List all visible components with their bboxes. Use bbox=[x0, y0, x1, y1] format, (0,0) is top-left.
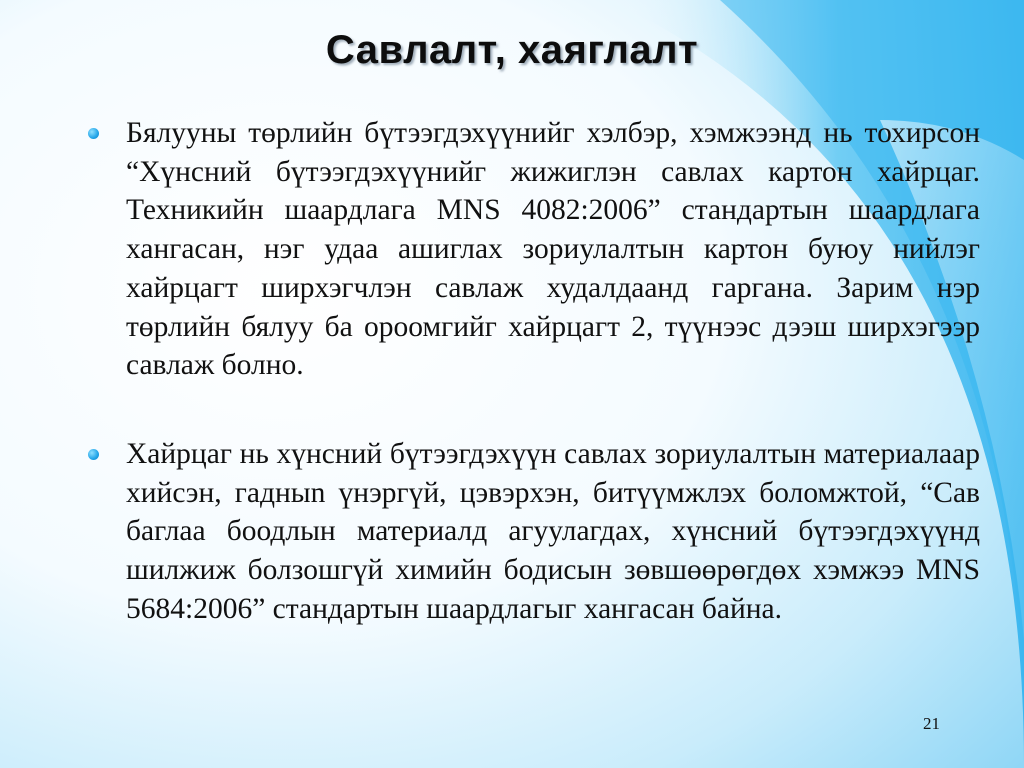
slide-title: Савлалт, хаяглалт bbox=[325, 28, 699, 72]
bullet-item bbox=[88, 435, 980, 629]
bullet-dot-icon bbox=[88, 128, 99, 139]
bullet-dot-icon bbox=[88, 449, 99, 460]
bullet-text: Бялууны төрлийн бүтээгдэхүүнийг хэлбэр, хэмжээнд нь тохирсон “Хүнсний бүтээгдэхүүнийг жижиглэн савлах картон хайрцаг. Техникийн шаардлага MNS 4082:2006” стандартын шаардлага хангасан, нэг удаа ашиглах зориулалтын картон буюу нийлэг хайрцагт ширхэгчлэн савлаж худалдаанд гаргана. Зарим нэр төрлийн бялуу ба ороомгийг хайрцагт 2, түүнээс дээш ширхэгээр савлаж болно. bbox=[126, 117, 980, 382]
page-number: 21 bbox=[923, 714, 940, 733]
bullet-item bbox=[88, 114, 980, 385]
bullet-list bbox=[88, 114, 980, 628]
bullet-text: Хайрцаг нь хүнсний бүтээгдэхүүн савлах зориулалтын материалаар хийсэн, гадныn үнэргүй, цэвэрхэн, битүүмжлэх боломжтой, “Сав баглаа боодлын материалд агуулагдах, хүнсний бүтээгдэхүүнд шилжиж болзошгүй химийн бодисын зөвшөөрөгдөх хэмжээ MNS 5684:2006” стандартын шаардлагыг хангасан байна. bbox=[126, 437, 980, 625]
